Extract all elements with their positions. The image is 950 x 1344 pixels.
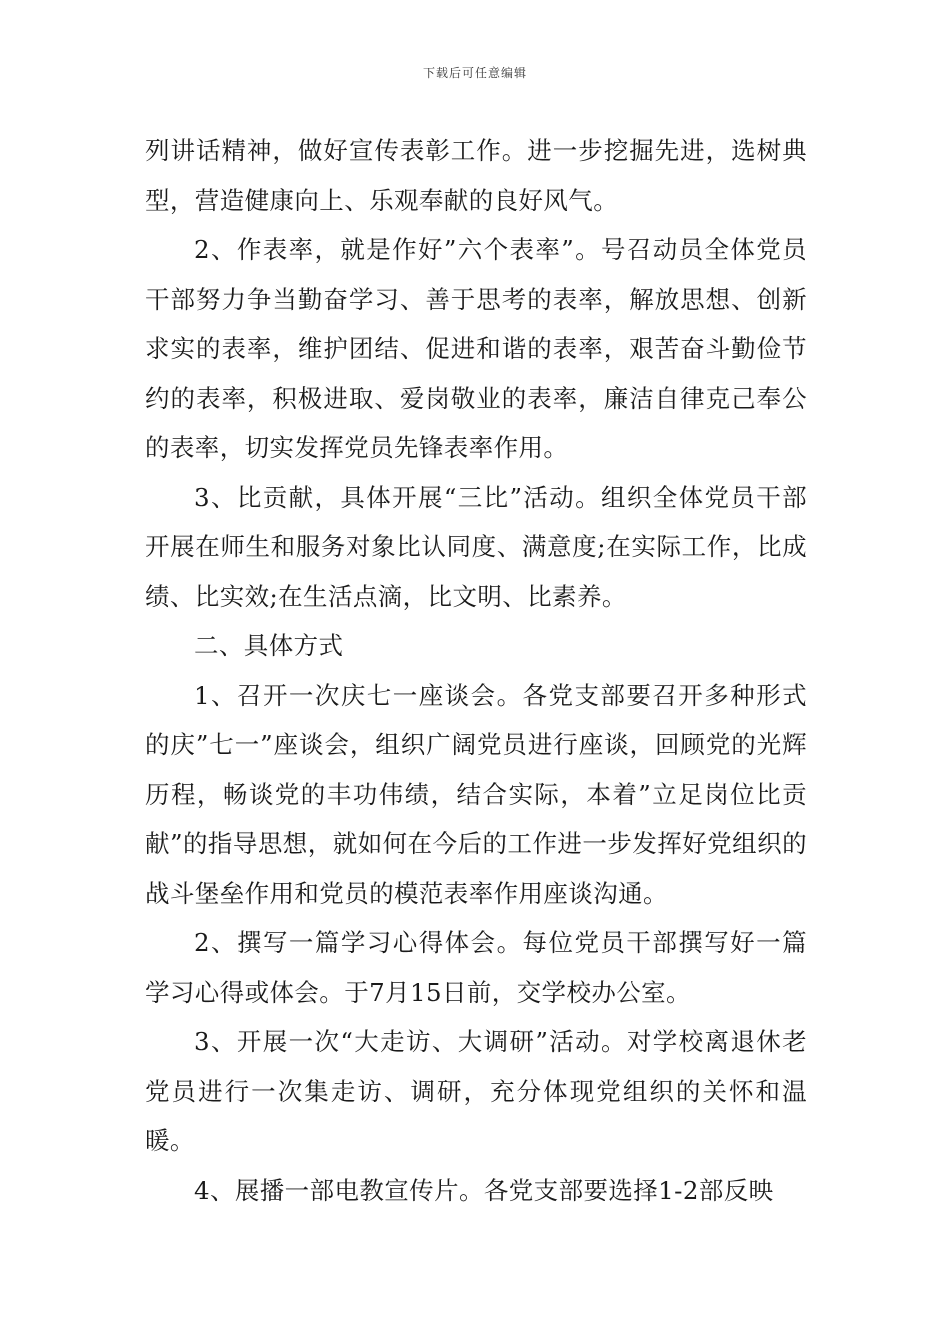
- paragraph-item-2-role-model: 2、作表率，就是作好”六个表率”。号召动员全体党员干部努力争当勤奋学习、善于思考的表率，解放思想、创新求实的表率，维护团结、促进和谐的表率，艰苦奋斗勤俭节约的表率，积极进取、爱岗敬业的表率，廉洁自律克己奉公的表率，切实发挥党员先锋表率作用。: [145, 235, 807, 462]
- paragraph-method-4-film: 4、展播一部电教宣传片。各党支部要选择1-2部反映: [194, 1175, 774, 1205]
- document-body: [145, 126, 807, 1215]
- page-header: 下载后可任意编辑: [422, 66, 527, 80]
- paragraph-method-1-symposium: 1、召开一次庆七一座谈会。各党支部要召开多种形式的庆”七一”座谈会，组织广阔党员进行座谈，回顾党的光辉历程，畅谈党的丰功伟绩，结合实际，本着”立足岗位比贡献”的指导思想，就如何在今后的工作进一步发挥好党组织的战斗堡垒作用和党员的模范表率作用座谈沟通。: [145, 680, 807, 908]
- paragraph-continuation: 列讲话精神，做好宣传表彰工作。进一步挖掘先进，选树典型，营造健康向上、乐观奉献的良好风气。: [145, 136, 807, 215]
- section-heading-methods: 二、具体方式: [194, 631, 344, 660]
- paragraph-method-2-essay: 2、撰写一篇学习心得体会。每位党员干部撰写好一篇学习心得或体会。于7月15日前，交学校办公室。: [145, 928, 807, 1007]
- paragraph-item-3-contribution: 3、比贡献，具体开展“三比”活动。组织全体党员干部开展在师生和服务对象比认同度、满意度;在实际工作，比成绩、比实效;在生活点滴，比文明、比素养。: [145, 482, 807, 611]
- paragraph-method-3-visit: 3、开展一次“大走访、大调研”活动。对学校离退休老党员进行一次集走访、调研，充分体现党组织的关怀和温暖。: [145, 1027, 807, 1155]
